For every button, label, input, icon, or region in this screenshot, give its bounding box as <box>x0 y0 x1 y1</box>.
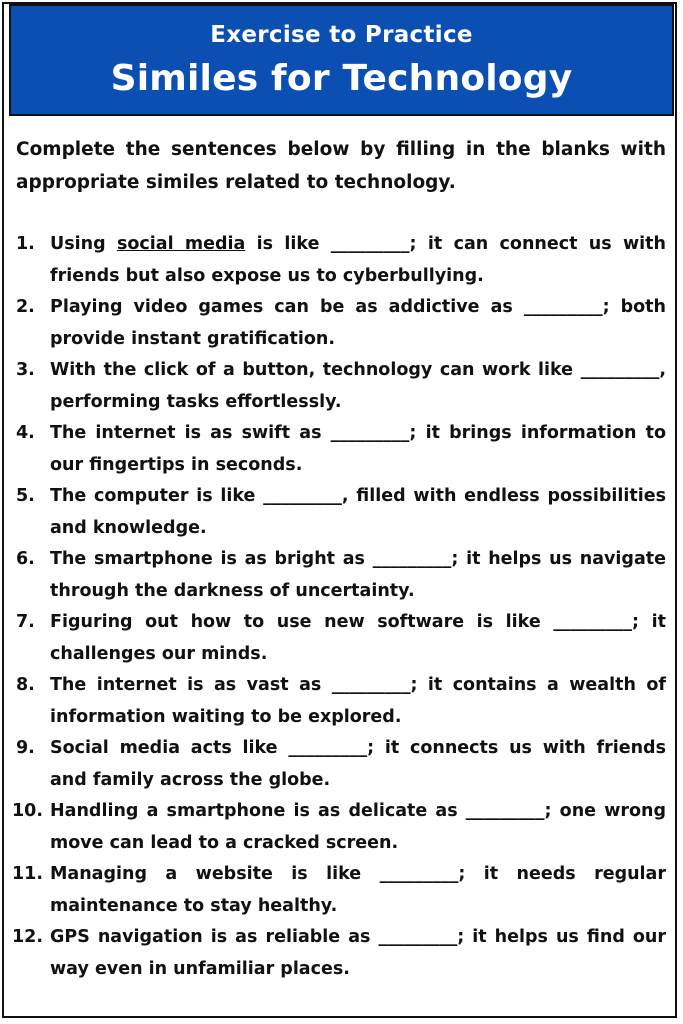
item-text: Playing video games can be as addictive as _________; both provide instant gratification. <box>50 297 666 349</box>
exercise-item <box>12 796 666 859</box>
item-text: The internet is as vast as _________; it contains a wealth of information waiting to be explored. <box>50 675 666 727</box>
item-text: With the click of a button, technology can work like _________, performing tasks effortlessly. <box>50 360 666 412</box>
banner-subtitle: Exercise to Practice <box>210 22 473 48</box>
exercise-item <box>16 481 666 544</box>
exercise-item <box>12 922 666 985</box>
item-text: The internet is as swift as _________; it brings information to our fingertips in seconds. <box>50 423 666 475</box>
item-number: 2. <box>16 297 35 317</box>
item-number: 5. <box>16 486 35 506</box>
item-text: Managing a website is like _________; it needs regular maintenance to stay healthy. <box>50 864 666 916</box>
item-text: Handling a smartphone is as delicate as _________; one wrong move can lead to a cracked screen. <box>50 801 666 853</box>
item-number: 9. <box>16 738 35 758</box>
item-text: The smartphone is as bright as _________; it helps us navigate through the darkness of uncertainty. <box>50 549 666 601</box>
item-number: 1. <box>16 234 35 254</box>
banner-title: Similes for Technology <box>110 58 573 99</box>
exercise-item <box>16 607 666 670</box>
item-number: 10. <box>12 801 44 821</box>
item-text: The computer is like _________, filled with endless possibilities and knowledge. <box>50 486 666 538</box>
exercise-item <box>16 355 666 418</box>
instructions-text: Complete the sentences below by filling in the blanks with appropriate similes related to technology. <box>16 139 666 193</box>
item-text: GPS navigation is as reliable as _________; it helps us find our way even in unfamiliar places. <box>50 927 666 979</box>
title-banner <box>9 4 674 116</box>
exercise-list <box>12 229 666 985</box>
item-text-after: is like _________; it can connect us with friends but also expose us to cyberbullying. <box>50 234 666 286</box>
item-text: Figuring out how to use new software is like _________; it challenges our minds. <box>50 612 666 664</box>
item-number: 3. <box>16 360 35 380</box>
exercise-item <box>16 292 666 355</box>
item-number: 11. <box>12 864 44 884</box>
item-text-before: Using <box>50 234 117 254</box>
exercise-item <box>16 418 666 481</box>
underlined-term: social media <box>116 234 246 254</box>
item-number: 7. <box>16 612 35 632</box>
item-number: 6. <box>16 549 35 569</box>
exercise-item <box>16 733 666 796</box>
exercise-item <box>16 229 666 292</box>
item-text: Social media acts like _________; it connects us with friends and family across the globe. <box>50 738 666 790</box>
item-number: 12. <box>12 927 44 947</box>
exercise-item <box>12 859 666 922</box>
item-number: 4. <box>16 423 35 443</box>
exercise-item <box>16 670 666 733</box>
exercise-item <box>16 544 666 607</box>
item-number: 8. <box>16 675 35 695</box>
